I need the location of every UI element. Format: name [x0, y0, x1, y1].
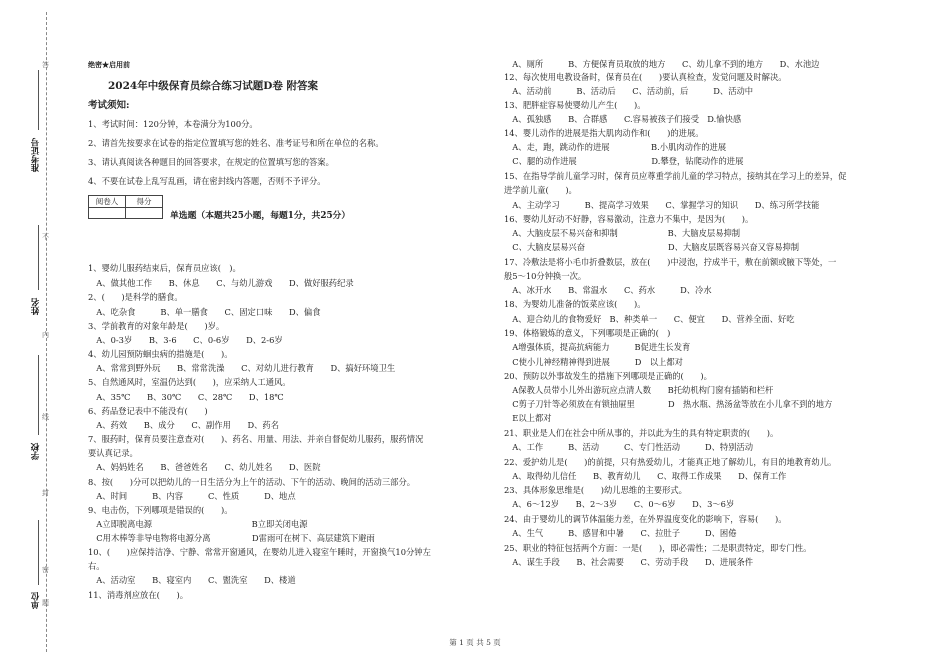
- grader-label: 阅卷人: [89, 196, 126, 208]
- seal-mark: 线: [42, 413, 49, 421]
- question-options: A、做其他工作 B、休息 C、与幼儿游戏 D、做好服药纪录: [88, 278, 354, 288]
- question: 6、药品登记表中不能没有( ): [88, 406, 208, 416]
- grader-cell[interactable]: [89, 208, 126, 219]
- question: 21、职业是人们在社会中所从事的，并以此为生的具有特定职责的( )。: [504, 428, 779, 438]
- notice-item: 1、考试时间：120分钟，本卷满分为100分。: [88, 119, 258, 129]
- question: 5、自然通风时，室温仍达到( )，应采纳人工通风。: [88, 377, 291, 387]
- question-options: C使小儿神经精神得到进展 D 以上都对: [504, 357, 683, 367]
- section-heading: 单选题（本题共25小题，每题1分，共25分）: [170, 211, 351, 221]
- question-continued: 右。: [88, 561, 105, 571]
- question-options: A、厕所 B、方便保育员取放的地方 C、幼儿拿不到的地方 D、水池边: [504, 59, 820, 69]
- unit-line: [38, 520, 39, 585]
- question-options: A、迎合幼儿的食物爱好 B、种类单一 C、便宜 D、营养全面、好吃: [504, 314, 795, 324]
- seal-mark: 封: [42, 489, 49, 497]
- question: 1、婴幼儿服药结束后，保育员应该( )。: [88, 263, 241, 273]
- page-footer: 第 1 页 共 5 页: [449, 638, 501, 647]
- question: 17、冷敷法是将小毛巾折叠数层，放在( )中浸泡，拧成半干，敷在前额或腋下等处，一: [504, 257, 837, 267]
- question: 18、为婴幼儿准备的饭菜应该( )。: [504, 299, 646, 309]
- question: 13、肥胖症容易使婴幼儿产生( )。: [504, 100, 646, 110]
- seal-mark: 不: [42, 233, 49, 241]
- question-continued: 般5～10分钟换一次。: [504, 271, 587, 281]
- seal-mark: 答: [42, 61, 49, 69]
- notice-item: 3、请认真阅读各种题目的回答要求，在规定的位置填写您的答案。: [88, 157, 334, 167]
- notice-item: 4、不要在试卷上乱写乱画，请在密封线内答题，否则不予评分。: [88, 176, 326, 186]
- question-options: C、大脑皮层易兴奋 D、大脑皮层既容易兴奋又容易抑制: [504, 242, 800, 252]
- question: 8、按( )分可以把幼儿的一日生活分为上午的活动、下午的活动、晚间的活动三部分。: [88, 477, 416, 487]
- question: 2、( )是科学的膳食。: [88, 292, 183, 302]
- question: 4、幼儿园预防蛔虫病的措施是( )。: [88, 349, 233, 359]
- name-label: 姓名: [31, 298, 41, 315]
- question-options: A、取得幼儿信任 B、教育幼儿 C、取得工作成果 D、保育工作: [504, 471, 787, 481]
- question: 24、由于婴幼儿的调节体温能力差，在外界温度变化的影响下，容易( )。: [504, 514, 787, 524]
- question-options: A、0-3岁 B、3-6 C、0-6岁 D、2-6岁: [88, 335, 283, 345]
- question-options: A、生气 B、感冒和中暑 C、拉肚子 D、困倦: [504, 528, 737, 538]
- question-options: A保教人员带小儿外出游玩应点清人数 B托幼机构门窗有插销和栏杆: [504, 385, 774, 395]
- question: 25、职业的特征包括两个方面：一是( )，即必需性；二是职责特定，即专门性。: [504, 543, 812, 553]
- exam-no-label: 准考证号: [31, 138, 41, 172]
- question: 16、婴幼儿好动不好静，容易激动，注意力不集中，是因为( )。: [504, 214, 754, 224]
- question: 22、爱护幼儿是( )的前提，只有热爱幼儿，才能真正地了解幼儿，有目的地教育幼儿。: [504, 457, 837, 467]
- question-options: A、主动学习 B、提高学习效果 C、掌握学习的知识 D、练习所学技能: [504, 200, 820, 210]
- question-options: E以上都对: [504, 413, 552, 423]
- exam-no-line: [38, 70, 39, 130]
- question-options: C用木棒等非导电物将电源分离 D雷雨可在树下、高层建筑下避雨: [88, 533, 375, 543]
- question-options: A、药效 B、成分 C、副作用 D、药名: [88, 420, 280, 430]
- question: 9、电击伤，下列哪项是错误的( )。: [88, 505, 233, 515]
- score-table: [88, 195, 163, 219]
- question-options: A、吃杂食 B、单一膳食 C、固定口味 D、偏食: [88, 307, 321, 317]
- question-options: A、妈妈姓名 B、爸爸姓名 C、幼儿姓名 D、医院: [88, 462, 321, 472]
- question: 23、具体形象思维是( )幼儿思维的主要形式。: [504, 485, 687, 495]
- question: 14、婴儿动作的进展是指大肌肉动作和( )的进展。: [504, 128, 704, 138]
- question-options: C剪子刀针等必须放在有锁抽屉里 D 热水瓶、热汤盆等放在小儿拿不到的地方: [504, 399, 833, 409]
- question: 15、在指导学前儿童学习时，保育员应尊重学前儿童的学习特点，接纳其在学习上的差异，促: [504, 171, 847, 181]
- unit-label: 单位: [31, 592, 41, 609]
- seal-mark: 内: [42, 331, 49, 339]
- question: 20、预防以外事故发生的措施下列哪项是正确的( )。: [504, 371, 712, 381]
- notice-heading: 考试须知:: [88, 100, 130, 111]
- question-options: A、活动前 B、活动后 C、活动前，后 D、活动中: [504, 86, 754, 96]
- question-options: A、孤独感 B、合群感 C.容易被孩子们接受 D.愉快感: [504, 114, 742, 124]
- question-options: A、谋生手段 B、社会需要 C、劳动手段 D、进展条件: [504, 557, 754, 567]
- name-line: [38, 225, 39, 290]
- question: 3、学前教育的对象年龄是( )岁。: [88, 321, 225, 331]
- score-cell[interactable]: [126, 208, 163, 219]
- page-title: 2024年中级保育员综合练习试题D卷 附答案: [108, 80, 318, 92]
- question-options: A、大脑皮层不易兴奋和抑制 B、大脑皮层易抑制: [504, 228, 741, 238]
- question: 12、每次使用电教设备时，保育员在( )要认真检查，发觉问题及时解决。: [504, 72, 787, 82]
- question-options: A、活动室 B、寝室内 C、盥洗室 D、楼道: [88, 575, 296, 585]
- question-options: A、35℃ B、30℃ C、28℃ D、18℃: [88, 392, 284, 402]
- question: 19、体格锻炼的意义，下列哪项是正确的( ): [504, 328, 671, 338]
- question-options: A、冰开水 B、常温水 C、药水 D、冷水: [504, 285, 712, 295]
- question-continued: 进学前儿童( )。: [504, 185, 577, 195]
- notice-item: 2、请首先按要求在试卷的指定位置填写您的姓名、准考证号和所在单位的名称。: [88, 138, 384, 148]
- question-options: A立即脱离电源 B立即关闭电源: [88, 519, 308, 529]
- score-label: 得分: [126, 196, 163, 208]
- question-options: A、常常到野外玩 B、常常洗澡 C、对幼儿进行教育 D、搞好环境卫生: [88, 363, 396, 373]
- binding-strip: [0, 0, 60, 671]
- question-options: A、6～12岁 B、2～3岁 C、0～6岁 D、3～6岁: [504, 499, 735, 509]
- question: 7、服药时，保育员要注意查对( )、药名、用量、用法、并亲自督促幼儿服药，服药情况: [88, 434, 424, 444]
- question-continued: 要认真记录。: [88, 448, 138, 458]
- school-line: [38, 355, 39, 435]
- school-label: 学校: [31, 443, 41, 460]
- question-options: A、走，跑，跳动作的进展 B.小肌肉动作的进展: [504, 142, 727, 152]
- question-options: A、时间 B、内容 C、性质 D、地点: [88, 491, 296, 501]
- secret-label: 绝密★启用前: [88, 60, 130, 69]
- question: 10、( )应保持洁净、宁静、常常开窗通风，在婴幼儿进入寝室午睡时，开窗换气10分钟左: [88, 547, 431, 557]
- question: 11、消毒剂应放在( )。: [88, 590, 189, 600]
- question-options: A、工作 B、活动 C、专门性活动 D、特别活动: [504, 442, 754, 452]
- seal-mark: 密: [42, 566, 49, 574]
- question-options: A增强体质，提高抗病能力 B促进生长发育: [504, 342, 691, 352]
- seal-mark: 题: [42, 599, 49, 607]
- question-options: C、腿的动作进展 D.攀登，钻爬动作的进展: [504, 156, 744, 166]
